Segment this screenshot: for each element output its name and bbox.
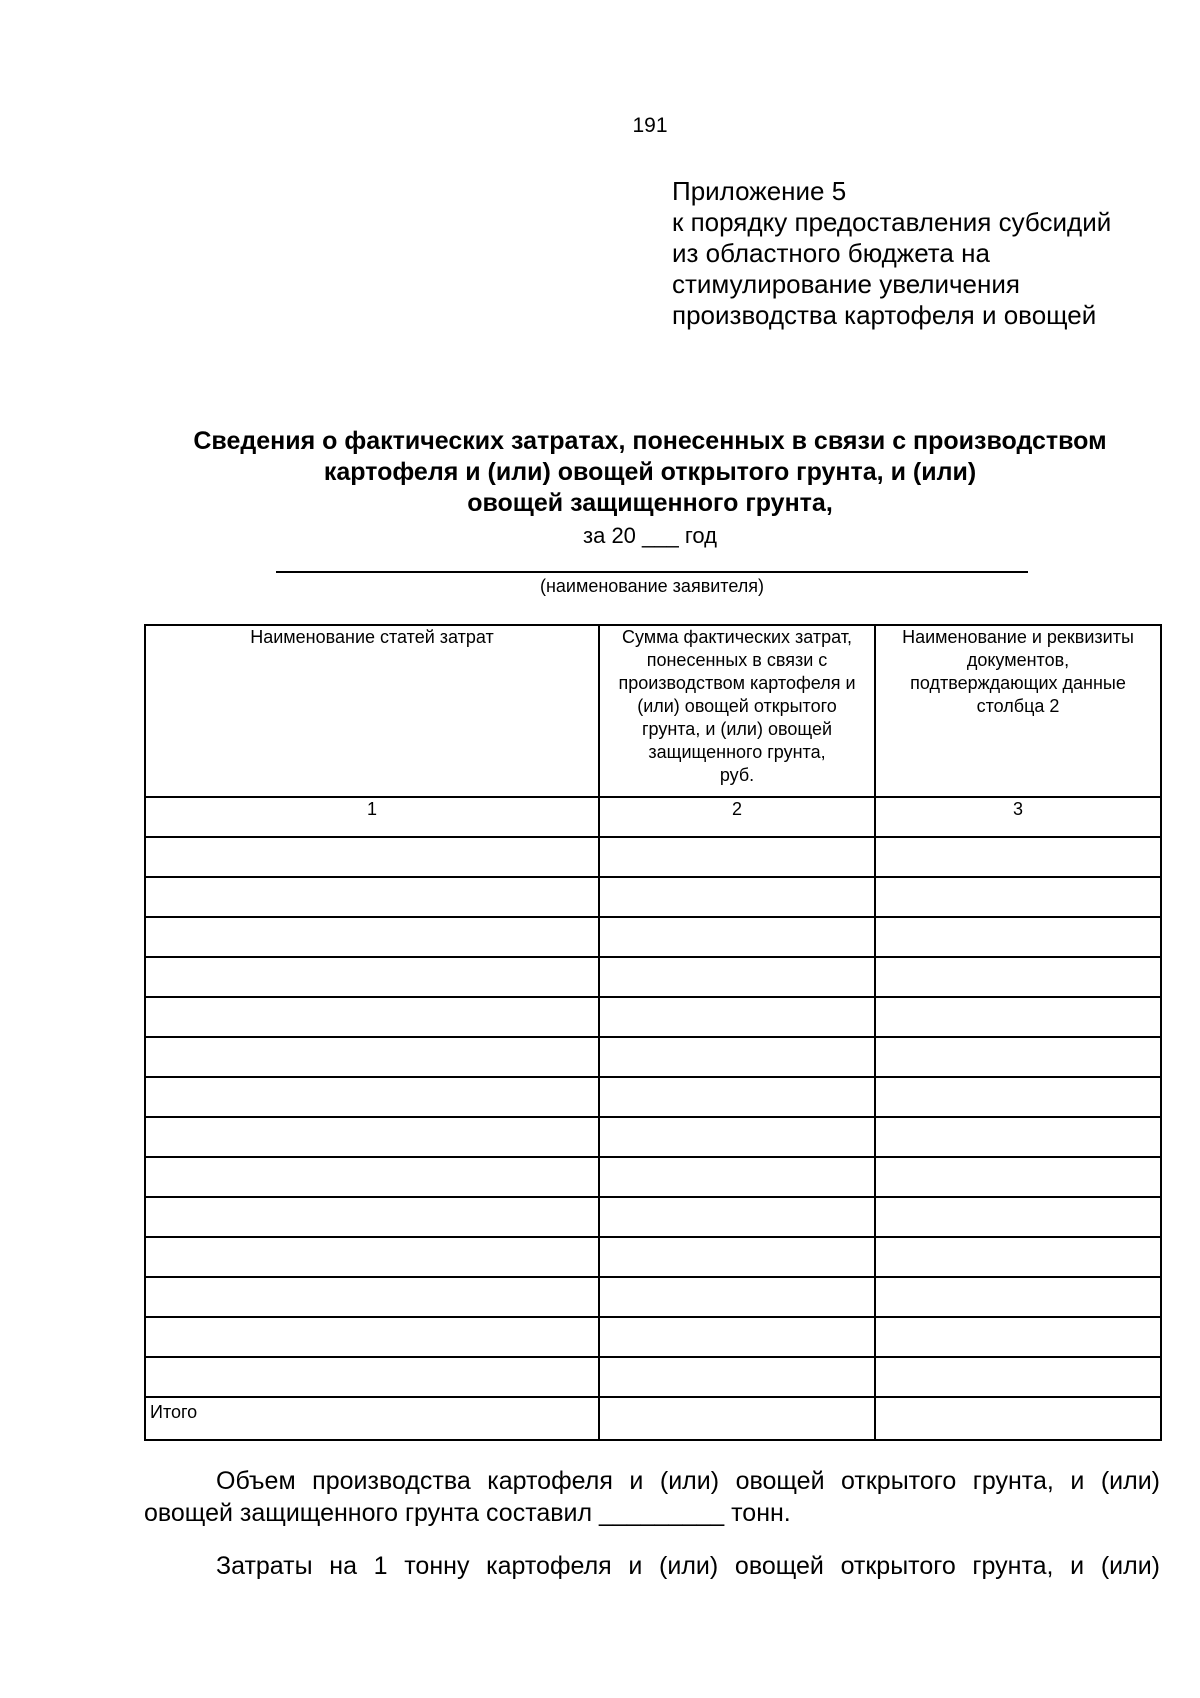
table-cell[interactable] <box>145 997 599 1037</box>
table-row <box>145 1357 1161 1397</box>
table-cell[interactable] <box>145 1197 599 1237</box>
table-row <box>145 1157 1161 1197</box>
table-cell[interactable] <box>599 917 875 957</box>
report-period: за 20 ___ год <box>583 523 717 548</box>
table-cell[interactable] <box>599 1157 875 1197</box>
header-line: подтверждающих данные <box>910 673 1126 693</box>
table-row <box>145 1077 1161 1117</box>
header-line: защищенного грунта, <box>648 742 826 762</box>
table-cell[interactable] <box>145 1277 599 1317</box>
table-cell[interactable] <box>875 1117 1161 1157</box>
table-row <box>145 1317 1161 1357</box>
table-cell[interactable] <box>875 1277 1161 1317</box>
table-cell[interactable] <box>875 1357 1161 1397</box>
appendix-line: из областного бюджета на <box>672 238 990 268</box>
paragraph-text: овощей защищенного грунта составил _________ тонн. <box>144 1499 791 1527</box>
table-cell[interactable] <box>599 1357 875 1397</box>
title-line: картофеля и (или) овощей открытого грунта, и (или) <box>323 458 977 486</box>
title-line: овощей защищенного грунта, <box>467 489 833 517</box>
total-row <box>145 1397 1161 1440</box>
table-header-row <box>145 625 1161 797</box>
header-line: производством картофеля и <box>618 673 856 693</box>
header-line: грунта, и (или) овощей <box>641 719 833 739</box>
header-line: (или) овощей открытого <box>637 696 837 716</box>
total-sum-cell[interactable] <box>599 1397 875 1440</box>
header-line: Наименование и реквизиты <box>902 627 1134 647</box>
appendix-line: производства картофеля и овощей <box>672 300 1097 330</box>
table-row <box>145 1037 1161 1077</box>
column-number: 1 <box>145 797 599 837</box>
applicant-caption: (наименование заявителя) <box>539 576 765 596</box>
table-row <box>145 837 1161 877</box>
header-line: понесенных в связи с <box>646 650 828 670</box>
table-row <box>145 1277 1161 1317</box>
table-cell[interactable] <box>599 877 875 917</box>
table-cell[interactable] <box>875 957 1161 997</box>
column-number-row <box>145 797 1161 837</box>
costs-table <box>144 624 1162 1441</box>
table-row <box>145 957 1161 997</box>
paragraph-text: Объем производства картофеля и (или) овощей открытого грунта, и (или) <box>216 1467 1160 1495</box>
table-cell[interactable] <box>875 1197 1161 1237</box>
table-row <box>145 917 1161 957</box>
cost-per-ton-line <box>144 1550 1160 1582</box>
table-cell[interactable] <box>599 837 875 877</box>
appendix-reference <box>672 176 1172 331</box>
table-cell[interactable] <box>145 837 599 877</box>
paragraph-text: Затраты на 1 тонну картофеля и (или) овощей открытого грунта, и (или) <box>216 1552 1160 1580</box>
column-number: 3 <box>875 797 1161 837</box>
header-line: столбца 2 <box>976 696 1060 716</box>
table-cell[interactable] <box>599 1037 875 1077</box>
table-cell[interactable] <box>875 1077 1161 1117</box>
column-number: 2 <box>599 797 875 837</box>
table-cell[interactable] <box>145 1237 599 1277</box>
header-actual-costs <box>599 625 875 797</box>
table-cell[interactable] <box>875 1317 1161 1357</box>
header-documents <box>875 625 1161 797</box>
page-number: 191 <box>632 114 668 137</box>
table-cell[interactable] <box>145 917 599 957</box>
table-cell[interactable] <box>599 997 875 1037</box>
table-cell[interactable] <box>145 957 599 997</box>
applicant-name-field[interactable] <box>276 571 1028 573</box>
header-cost-items <box>145 625 599 797</box>
table-row <box>145 1197 1161 1237</box>
table-cell[interactable] <box>145 1317 599 1357</box>
appendix-line: стимулирование увеличения <box>672 269 1020 299</box>
table-cell[interactable] <box>875 1157 1161 1197</box>
total-label: Итого <box>145 1397 599 1440</box>
table-row <box>145 1237 1161 1277</box>
production-volume-line <box>144 1465 1160 1497</box>
document-title <box>150 426 1150 519</box>
table-cell[interactable] <box>599 957 875 997</box>
header-line: Наименование статей затрат <box>250 627 494 647</box>
header-line: руб. <box>719 765 755 785</box>
table-cell[interactable] <box>599 1077 875 1117</box>
table-row <box>145 877 1161 917</box>
table-cell[interactable] <box>145 1117 599 1157</box>
table-cell[interactable] <box>875 917 1161 957</box>
table-cell[interactable] <box>599 1277 875 1317</box>
table-cell[interactable] <box>599 1317 875 1357</box>
title-line: Сведения о фактических затратах, понесенных в связи с производством <box>193 427 1107 455</box>
production-volume-line-2 <box>144 1497 1160 1529</box>
table-cell[interactable] <box>599 1237 875 1277</box>
table-row <box>145 997 1161 1037</box>
table-cell[interactable] <box>875 1037 1161 1077</box>
table-cell[interactable] <box>875 997 1161 1037</box>
table-cell[interactable] <box>875 877 1161 917</box>
appendix-line: к порядку предоставления субсидий <box>672 207 1112 237</box>
table-cell[interactable] <box>145 1157 599 1197</box>
table-cell[interactable] <box>145 1077 599 1117</box>
table-cell[interactable] <box>145 1357 599 1397</box>
table-cell[interactable] <box>875 837 1161 877</box>
table-cell[interactable] <box>599 1117 875 1157</box>
header-line: Сумма фактических затрат, <box>621 627 853 647</box>
table-cell[interactable] <box>145 877 599 917</box>
table-row <box>145 1117 1161 1157</box>
header-line: документов, <box>966 650 1070 670</box>
table-cell[interactable] <box>599 1197 875 1237</box>
total-docs-cell[interactable] <box>875 1397 1161 1440</box>
table-cell[interactable] <box>145 1037 599 1077</box>
appendix-line: Приложение 5 <box>672 176 847 206</box>
table-cell[interactable] <box>875 1237 1161 1277</box>
